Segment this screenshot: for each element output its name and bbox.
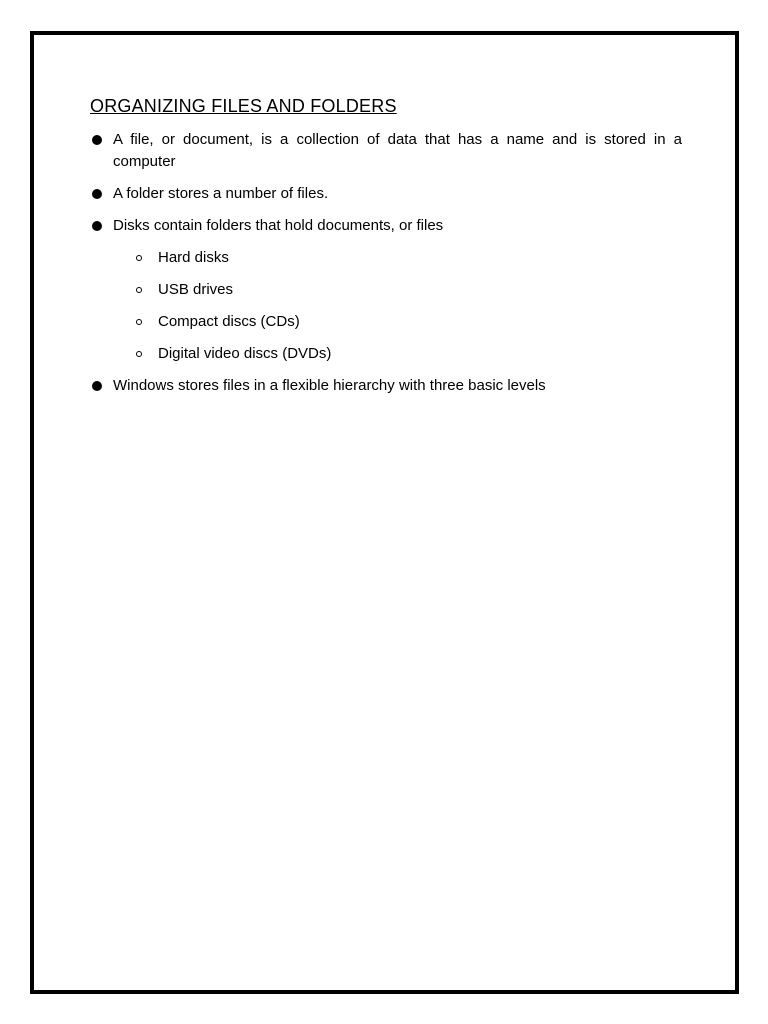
sub-bullet-text: USB drives [158,281,234,298]
hollow-bullet-icon [136,287,142,293]
bullet-text: A folder stores a number of files. [113,185,329,202]
hollow-bullet-icon [136,319,142,325]
filled-bullet-icon [92,221,102,231]
sub-bullet-item [113,279,682,301]
sub-bullet-list [113,247,682,365]
sub-bullet-item [113,247,682,269]
sub-bullet-text: Hard disks [158,249,229,266]
filled-bullet-icon [92,381,102,391]
sub-bullet-item [113,311,682,333]
bullet-text: A file, or document, is a collection of data that has a name and is stored in a computer [113,131,682,170]
bullet-item [90,215,682,365]
hollow-bullet-icon [136,351,142,357]
bullet-item [90,183,682,205]
filled-bullet-icon [92,189,102,199]
bullet-item [90,129,682,173]
bullet-text: Windows stores files in a flexible hierarchy with three basic levels [113,377,546,394]
filled-bullet-icon [92,135,102,145]
sub-bullet-text: Compact discs (CDs) [158,313,300,330]
page-frame [30,31,739,994]
hollow-bullet-icon [136,255,142,261]
bullet-item [90,375,682,397]
page-title: ORGANIZING FILES AND FOLDERS [90,96,397,116]
sub-bullet-item [113,343,682,365]
page-content [90,96,682,407]
bullet-list [90,129,682,397]
sub-bullet-text: Digital video discs (DVDs) [158,345,332,362]
bullet-text: Disks contain folders that hold documents, or files [113,217,444,234]
